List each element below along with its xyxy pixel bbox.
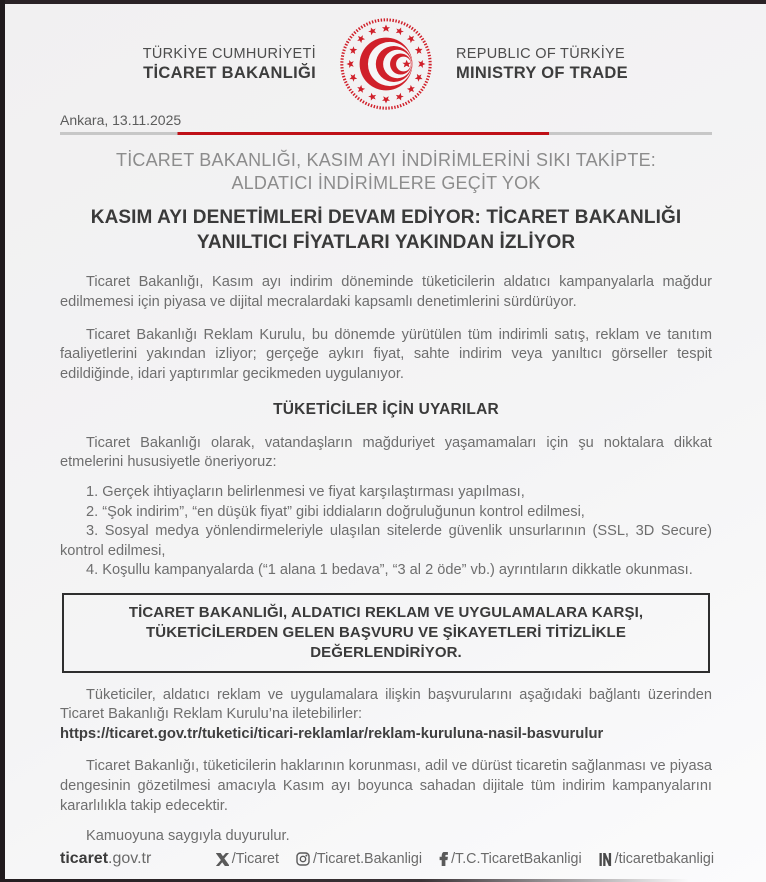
letterhead bbox=[60, 16, 712, 112]
instagram-icon bbox=[296, 852, 310, 866]
notice-box bbox=[62, 593, 710, 673]
social-handle: /Ticaret bbox=[231, 851, 279, 867]
letterhead-tr-line1: TÜRKİYE CUMHURİYETİ bbox=[142, 45, 316, 62]
nsosyal-icon bbox=[599, 853, 612, 866]
kicker-title bbox=[60, 149, 712, 195]
warning-item: 1. Gerçek ihtiyaçların belirlenmesi ve fiyat karşılaştırması yapılması, bbox=[86, 484, 525, 501]
paragraph-4: Tüketiciler, aldatıcı reklam ve uygulamalara ilişkin başvurularını aşağıdaki bağlantı üzerinden Ticaret Bakanlığı Reklam Kurulu’na iletebilirler: bbox=[60, 686, 712, 723]
warning-item: 4. Koşullu kampanyalarda (“1 alana 1 bedava”, “3 al 2 öde” vb.) ayrıntıların dikkatle okunması. bbox=[86, 562, 693, 579]
letterhead-tr-line2: TİCARET BAKANLIĞI bbox=[143, 63, 316, 82]
paragraph-5: Ticaret Bakanlığı, tüketicilerin haklarının korunması, adil ve dürüst ticaretin sağlanması ve piyasa dengesinin gözetilmesi amacıyla Kasım ayı boyunca sahadan dijitale tüm indirim kampanyalarını kararlılıkla takip edecektir. bbox=[60, 758, 712, 814]
kicker-line2: ALDATICI İNDİRİMLERE GEÇİT YOK bbox=[231, 173, 541, 194]
ministry-of-trade-emblem-icon bbox=[338, 16, 434, 112]
social-links bbox=[216, 851, 714, 867]
website-address-rest: .gov.tr bbox=[108, 850, 152, 867]
notice-box-line3: DEĞERLENDİRİYOR. bbox=[310, 643, 462, 661]
document-body bbox=[60, 273, 712, 846]
paragraph-1: Ticaret Bakanlığı, Kasım ayı indirim döneminde tüketicilerin aldatıcı kampanyalarla mağdur edilmemesi için piyasa ve dijital mecralardaki kapsamlı denetimlerini sürdürüyor. bbox=[60, 274, 712, 310]
letterhead-en-line1: REPUBLIC OF TÜRKİYE bbox=[456, 45, 625, 62]
warning-list bbox=[60, 483, 712, 581]
social-handle: /ticaretbakanligi bbox=[614, 851, 714, 867]
dateline: Ankara, 13.11.2025 bbox=[60, 112, 182, 128]
complaint-url-link[interactable]: https://ticaret.gov.tr/tuketici/ticari-reklamlar/reklam-kuruluna-nasil-basvurulur bbox=[60, 725, 604, 742]
footer bbox=[60, 850, 714, 868]
paragraph-3: Ticaret Bakanlığı olarak, vatandaşların mağduriyet yaşamamaları için şu noktalara dikkat etmelerini hususiyetle öneriyoruz: bbox=[60, 434, 712, 471]
kicker-line1: TİCARET BAKANLIĞI, KASIM AYI İNDİRİMLERİNİ SIKI TAKİPTE: bbox=[116, 150, 656, 170]
letterhead-english bbox=[456, 46, 712, 83]
warning-item: 2. “Şok indirim”, “en düşük fiyat” gibi iddiaların doğruluğunun kontrol edilmesi, bbox=[86, 503, 585, 520]
social-handle: /Ticaret.Bakanligi bbox=[312, 851, 423, 867]
notice-box-line2: TÜKETİCİLERDEN GELEN BAŞVURU VE ŞİKAYETLERİ TİTİZLİKLE bbox=[146, 623, 626, 641]
paragraph-2: Ticaret Bakanlığı Reklam Kurulu, bu dönemde yürütülen tüm indirimli satış, reklam ve tanıtım faaliyetlerini yakından izliyor; gerçeğe aykırı fiyat, sahte indirim veya yanıltıcı görseller tespit edildiğinde, idari yaptırımlar gecikmeden uygulanıyor. bbox=[60, 326, 712, 382]
closing-line: Kamuoyuna saygıyla duyurulur. bbox=[86, 828, 290, 845]
notice-box-line1: TİCARET BAKANLIĞI, ALDATICI REKLAM VE UYGULAMALARA KARŞI, bbox=[128, 603, 644, 621]
social-link-nsosyal[interactable] bbox=[599, 851, 714, 867]
facebook-icon bbox=[439, 852, 448, 866]
header-rule bbox=[60, 132, 712, 135]
social-link-instagram[interactable] bbox=[296, 851, 422, 867]
x-icon bbox=[216, 853, 229, 866]
social-link-x[interactable] bbox=[216, 851, 279, 867]
website-address[interactable] bbox=[60, 850, 151, 868]
website-address-bold: ticaret bbox=[60, 850, 109, 867]
social-handle: /T.C.TicaretBakanligi bbox=[451, 851, 582, 867]
section-heading-consumer-warnings: TÜKETİCİLER İÇİN UYARILAR bbox=[273, 401, 499, 419]
headline-line1: KASIM AYI DENETİMLERİ DEVAM EDİYOR: TİCARET BAKANLIĞI bbox=[90, 207, 682, 229]
warning-item: 3. Sosyal medya yönlendirmeleriyle ulaşılan sitelerde güvenlik unsurlarının (SSL, 3D Secure) kontrol edilmesi, bbox=[60, 523, 712, 559]
letterhead-turkish bbox=[60, 46, 316, 83]
headline-line2: YANILTICI FİYATLARI YAKINDAN İZLİYOR bbox=[196, 231, 576, 253]
letterhead-en-line2: MINISTRY OF TRADE bbox=[456, 63, 628, 82]
headline-title bbox=[60, 206, 712, 255]
social-link-facebook[interactable] bbox=[439, 851, 582, 867]
